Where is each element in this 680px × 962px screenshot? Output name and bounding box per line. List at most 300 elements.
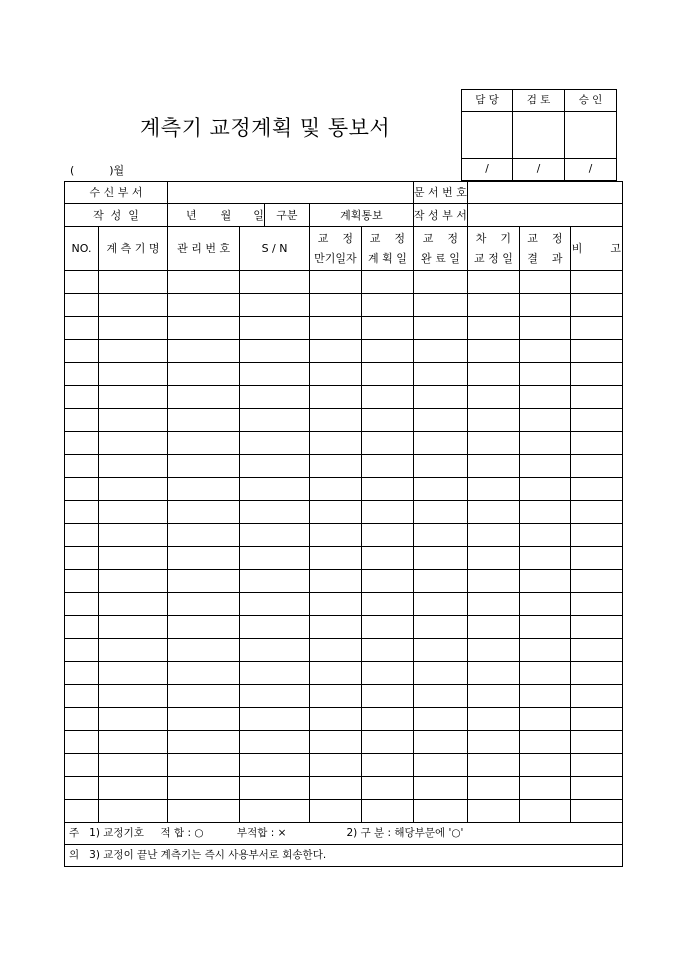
cell-done-date[interactable] xyxy=(413,524,467,547)
cell-result[interactable] xyxy=(519,685,570,708)
cell-done-date[interactable] xyxy=(413,593,467,616)
cell-no[interactable] xyxy=(65,662,99,685)
cell-serial[interactable] xyxy=(240,777,310,800)
cell-due-date[interactable] xyxy=(309,294,361,317)
note-return-instruction: 3) 교정이 끝난 계측기는 즉시 사용부서로 회송한다. xyxy=(89,849,327,862)
cell-due-date[interactable] xyxy=(309,432,361,455)
cell-no[interactable] xyxy=(65,455,99,478)
cell-next-date[interactable] xyxy=(467,501,519,524)
approval-header-approve: 승 인 xyxy=(565,90,617,112)
cell-result[interactable] xyxy=(519,478,570,501)
month-field: ( )월 xyxy=(70,164,125,177)
cell-due-date[interactable] xyxy=(309,340,361,363)
cell-remarks[interactable] xyxy=(570,754,622,777)
cell-serial[interactable] xyxy=(240,800,310,823)
cell-instrument[interactable] xyxy=(99,639,168,662)
table-row xyxy=(65,409,623,432)
cell-result[interactable] xyxy=(519,501,570,524)
col-header-control-no: 관 리 번 호 xyxy=(168,227,240,271)
cell-next-date[interactable] xyxy=(467,409,519,432)
cell-result[interactable] xyxy=(519,593,570,616)
cell-serial[interactable] xyxy=(240,754,310,777)
cell-control-no[interactable] xyxy=(168,616,240,639)
cell-plan-date[interactable] xyxy=(361,271,413,294)
cell-no[interactable] xyxy=(65,800,99,823)
cell-due-date[interactable] xyxy=(309,570,361,593)
write-dept-label: 작 성 부 서 xyxy=(413,204,467,227)
cell-done-date[interactable] xyxy=(413,340,467,363)
calibration-form xyxy=(64,181,623,867)
cell-instrument[interactable] xyxy=(99,800,168,823)
cell-no[interactable] xyxy=(65,294,99,317)
cell-serial[interactable] xyxy=(240,317,310,340)
cell-next-date[interactable] xyxy=(467,432,519,455)
cell-control-no[interactable] xyxy=(168,501,240,524)
table-row xyxy=(65,616,623,639)
cell-result[interactable] xyxy=(519,662,570,685)
cell-plan-date[interactable] xyxy=(361,340,413,363)
cell-serial[interactable] xyxy=(240,593,310,616)
day-label: 일 xyxy=(253,208,264,222)
cell-no[interactable] xyxy=(65,708,99,731)
cell-control-no[interactable] xyxy=(168,639,240,662)
cell-plan-date[interactable] xyxy=(361,524,413,547)
cell-result[interactable] xyxy=(519,340,570,363)
cell-no[interactable] xyxy=(65,386,99,409)
approval-header-review: 검 토 xyxy=(513,90,565,112)
cell-serial[interactable] xyxy=(240,432,310,455)
cell-plan-date[interactable] xyxy=(361,639,413,662)
cell-due-date[interactable] xyxy=(309,386,361,409)
cell-serial[interactable] xyxy=(240,731,310,754)
cell-serial[interactable] xyxy=(240,524,310,547)
cell-result[interactable] xyxy=(519,777,570,800)
cell-next-date[interactable] xyxy=(467,777,519,800)
cell-done-date[interactable] xyxy=(413,432,467,455)
cell-remarks[interactable] xyxy=(570,616,622,639)
cell-done-date[interactable] xyxy=(413,731,467,754)
cell-control-no[interactable] xyxy=(168,386,240,409)
approval-sign-review[interactable] xyxy=(513,112,565,159)
cell-no[interactable] xyxy=(65,478,99,501)
table-row xyxy=(65,524,623,547)
cell-result[interactable] xyxy=(519,294,570,317)
cell-instrument[interactable] xyxy=(99,363,168,386)
cell-serial[interactable] xyxy=(240,294,310,317)
cell-next-date[interactable] xyxy=(467,685,519,708)
cell-control-no[interactable] xyxy=(168,317,240,340)
cell-plan-date[interactable] xyxy=(361,317,413,340)
cell-no[interactable] xyxy=(65,593,99,616)
cell-plan-date[interactable] xyxy=(361,685,413,708)
cell-plan-date[interactable] xyxy=(361,478,413,501)
cell-control-no[interactable] xyxy=(168,409,240,432)
cell-next-date[interactable] xyxy=(467,524,519,547)
cell-control-no[interactable] xyxy=(168,271,240,294)
cell-due-date[interactable] xyxy=(309,593,361,616)
cell-next-date[interactable] xyxy=(467,386,519,409)
cell-done-date[interactable] xyxy=(413,501,467,524)
cell-instrument[interactable] xyxy=(99,731,168,754)
cell-instrument[interactable] xyxy=(99,340,168,363)
cell-due-date[interactable] xyxy=(309,685,361,708)
cell-next-date[interactable] xyxy=(467,754,519,777)
col-header-remarks: 비 고 xyxy=(570,227,622,271)
cell-result[interactable] xyxy=(519,409,570,432)
cell-next-date[interactable] xyxy=(467,317,519,340)
cell-control-no[interactable] xyxy=(168,777,240,800)
table-row xyxy=(65,570,623,593)
approval-sign-staff[interactable] xyxy=(462,112,513,159)
col-header-no: NO. xyxy=(65,227,99,271)
cell-serial[interactable] xyxy=(240,455,310,478)
cell-done-date[interactable] xyxy=(413,317,467,340)
approval-header-staff: 담 당 xyxy=(462,90,513,112)
cell-due-date[interactable] xyxy=(309,777,361,800)
cell-remarks[interactable] xyxy=(570,685,622,708)
note-division-mark: 2) 구 분 : 해당부문에 '○' xyxy=(346,827,464,840)
cell-no[interactable] xyxy=(65,685,99,708)
cell-plan-date[interactable] xyxy=(361,754,413,777)
cell-control-no[interactable] xyxy=(168,294,240,317)
table-row xyxy=(65,777,623,800)
cell-done-date[interactable] xyxy=(413,386,467,409)
cell-result[interactable] xyxy=(519,754,570,777)
table-row xyxy=(65,386,623,409)
cell-no[interactable] xyxy=(65,570,99,593)
cell-plan-date[interactable] xyxy=(361,662,413,685)
cell-done-date[interactable] xyxy=(413,800,467,823)
table-row xyxy=(65,432,623,455)
cell-result[interactable] xyxy=(519,363,570,386)
table-row xyxy=(65,271,623,294)
cell-done-date[interactable] xyxy=(413,708,467,731)
cell-remarks[interactable] xyxy=(570,593,622,616)
table-row xyxy=(65,455,623,478)
cell-remarks[interactable] xyxy=(570,662,622,685)
table-row xyxy=(65,754,623,777)
note-line-1 xyxy=(65,823,623,845)
cell-serial[interactable] xyxy=(240,386,310,409)
cell-done-date[interactable] xyxy=(413,409,467,432)
cell-control-no[interactable] xyxy=(168,455,240,478)
cell-serial[interactable] xyxy=(240,616,310,639)
cell-no[interactable] xyxy=(65,754,99,777)
cell-instrument[interactable] xyxy=(99,432,168,455)
cell-result[interactable] xyxy=(519,524,570,547)
cell-control-no[interactable] xyxy=(168,547,240,570)
cell-remarks[interactable] xyxy=(570,478,622,501)
cell-instrument[interactable] xyxy=(99,777,168,800)
cell-next-date[interactable] xyxy=(467,731,519,754)
table-row xyxy=(65,317,623,340)
cell-plan-date[interactable] xyxy=(361,455,413,478)
cell-instrument[interactable] xyxy=(99,593,168,616)
note-prefix-2: 의 xyxy=(69,849,80,862)
cell-plan-date[interactable] xyxy=(361,386,413,409)
cell-next-date[interactable] xyxy=(467,455,519,478)
approval-sign-approve[interactable] xyxy=(565,112,617,159)
cell-remarks[interactable] xyxy=(570,639,622,662)
cell-control-no[interactable] xyxy=(168,593,240,616)
cell-plan-date[interactable] xyxy=(361,294,413,317)
cell-due-date[interactable] xyxy=(309,547,361,570)
cell-control-no[interactable] xyxy=(168,432,240,455)
table-row xyxy=(65,294,623,317)
div-value: 계획통보 xyxy=(309,204,413,227)
cell-remarks[interactable] xyxy=(570,547,622,570)
cell-remarks[interactable] xyxy=(570,777,622,800)
col-header-next-date: 차 기 교 정 일 xyxy=(467,227,519,271)
cell-control-no[interactable] xyxy=(168,731,240,754)
cell-no[interactable] xyxy=(65,731,99,754)
cell-instrument[interactable] xyxy=(99,547,168,570)
cell-due-date[interactable] xyxy=(309,271,361,294)
cell-remarks[interactable] xyxy=(570,386,622,409)
cell-plan-date[interactable] xyxy=(361,593,413,616)
cell-remarks[interactable] xyxy=(570,731,622,754)
col-header-plan-date: 교 정 계 획 일 xyxy=(361,227,413,271)
recv-dept-field[interactable] xyxy=(168,182,414,204)
cell-plan-date[interactable] xyxy=(361,777,413,800)
note-line-2 xyxy=(65,845,623,867)
cell-next-date[interactable] xyxy=(467,363,519,386)
cell-next-date[interactable] xyxy=(467,478,519,501)
table-row xyxy=(65,639,623,662)
table-row xyxy=(65,685,623,708)
cell-remarks[interactable] xyxy=(570,708,622,731)
cell-done-date[interactable] xyxy=(413,547,467,570)
cell-serial[interactable] xyxy=(240,570,310,593)
cell-next-date[interactable] xyxy=(467,593,519,616)
cell-plan-date[interactable] xyxy=(361,800,413,823)
cell-result[interactable] xyxy=(519,455,570,478)
table-row xyxy=(65,501,623,524)
cell-instrument[interactable] xyxy=(99,662,168,685)
recv-dept-label: 수 신 부 서 xyxy=(65,182,168,204)
cell-control-no[interactable] xyxy=(168,708,240,731)
cell-instrument[interactable] xyxy=(99,754,168,777)
cell-remarks[interactable] xyxy=(570,800,622,823)
cell-no[interactable] xyxy=(65,524,99,547)
cell-serial[interactable] xyxy=(240,501,310,524)
cell-serial[interactable] xyxy=(240,478,310,501)
cell-done-date[interactable] xyxy=(413,570,467,593)
cell-done-date[interactable] xyxy=(413,478,467,501)
table-row xyxy=(65,800,623,823)
cell-next-date[interactable] xyxy=(467,294,519,317)
cell-due-date[interactable] xyxy=(309,662,361,685)
table-row xyxy=(65,478,623,501)
doc-no-field[interactable] xyxy=(467,182,622,204)
cell-remarks[interactable] xyxy=(570,455,622,478)
cell-due-date[interactable] xyxy=(309,708,361,731)
table-row xyxy=(65,731,623,754)
cell-instrument[interactable] xyxy=(99,294,168,317)
col-header-instrument: 계 측 기 명 xyxy=(99,227,168,271)
cell-serial[interactable] xyxy=(240,662,310,685)
cell-next-date[interactable] xyxy=(467,570,519,593)
cell-control-no[interactable] xyxy=(168,800,240,823)
approval-date-approve[interactable]: / xyxy=(565,159,617,181)
table-row xyxy=(65,708,623,731)
cell-plan-date[interactable] xyxy=(361,708,413,731)
cell-control-no[interactable] xyxy=(168,570,240,593)
cell-due-date[interactable] xyxy=(309,455,361,478)
cell-no[interactable] xyxy=(65,409,99,432)
cell-result[interactable] xyxy=(519,800,570,823)
cell-no[interactable] xyxy=(65,501,99,524)
col-header-due-date: 교 정 만기일자 xyxy=(309,227,361,271)
cell-result[interactable] xyxy=(519,432,570,455)
cell-next-date[interactable] xyxy=(467,662,519,685)
cell-remarks[interactable] xyxy=(570,294,622,317)
cell-remarks[interactable] xyxy=(570,432,622,455)
cell-no[interactable] xyxy=(65,432,99,455)
cell-result[interactable] xyxy=(519,317,570,340)
cell-due-date[interactable] xyxy=(309,363,361,386)
cell-done-date[interactable] xyxy=(413,639,467,662)
cell-due-date[interactable] xyxy=(309,524,361,547)
cell-next-date[interactable] xyxy=(467,547,519,570)
cell-done-date[interactable] xyxy=(413,777,467,800)
cell-done-date[interactable] xyxy=(413,616,467,639)
cell-instrument[interactable] xyxy=(99,317,168,340)
cell-due-date[interactable] xyxy=(309,639,361,662)
cell-instrument[interactable] xyxy=(99,616,168,639)
cell-control-no[interactable] xyxy=(168,340,240,363)
cell-plan-date[interactable] xyxy=(361,501,413,524)
cell-next-date[interactable] xyxy=(467,271,519,294)
cell-instrument[interactable] xyxy=(99,478,168,501)
cell-no[interactable] xyxy=(65,616,99,639)
cell-due-date[interactable] xyxy=(309,731,361,754)
cell-next-date[interactable] xyxy=(467,800,519,823)
cell-instrument[interactable] xyxy=(99,708,168,731)
write-date-field[interactable] xyxy=(168,204,265,227)
cell-no[interactable] xyxy=(65,547,99,570)
cell-no[interactable] xyxy=(65,363,99,386)
cell-serial[interactable] xyxy=(240,271,310,294)
cell-instrument[interactable] xyxy=(99,685,168,708)
cell-control-no[interactable] xyxy=(168,662,240,685)
cell-next-date[interactable] xyxy=(467,616,519,639)
write-dept-field[interactable] xyxy=(467,204,622,227)
table-header-row xyxy=(65,227,623,271)
cell-due-date[interactable] xyxy=(309,409,361,432)
table-row xyxy=(65,340,623,363)
cell-instrument[interactable] xyxy=(99,524,168,547)
cell-done-date[interactable] xyxy=(413,754,467,777)
cell-result[interactable] xyxy=(519,386,570,409)
cell-remarks[interactable] xyxy=(570,271,622,294)
cell-serial[interactable] xyxy=(240,547,310,570)
cell-remarks[interactable] xyxy=(570,409,622,432)
cell-control-no[interactable] xyxy=(168,363,240,386)
cell-due-date[interactable] xyxy=(309,478,361,501)
cell-serial[interactable] xyxy=(240,708,310,731)
cell-plan-date[interactable] xyxy=(361,432,413,455)
cell-remarks[interactable] xyxy=(570,317,622,340)
cell-result[interactable] xyxy=(519,616,570,639)
cell-no[interactable] xyxy=(65,340,99,363)
approval-date-staff[interactable]: / xyxy=(462,159,513,181)
cell-done-date[interactable] xyxy=(413,662,467,685)
cell-control-no[interactable] xyxy=(168,524,240,547)
cell-result[interactable] xyxy=(519,731,570,754)
cell-remarks[interactable] xyxy=(570,501,622,524)
cell-due-date[interactable] xyxy=(309,616,361,639)
cell-result[interactable] xyxy=(519,708,570,731)
cell-serial[interactable] xyxy=(240,340,310,363)
cell-remarks[interactable] xyxy=(570,524,622,547)
cell-serial[interactable] xyxy=(240,685,310,708)
cell-control-no[interactable] xyxy=(168,754,240,777)
cell-plan-date[interactable] xyxy=(361,731,413,754)
cell-instrument[interactable] xyxy=(99,570,168,593)
cell-done-date[interactable] xyxy=(413,294,467,317)
cell-plan-date[interactable] xyxy=(361,547,413,570)
cell-plan-date[interactable] xyxy=(361,616,413,639)
cell-due-date[interactable] xyxy=(309,317,361,340)
col-header-done-date: 교 정 완 료 일 xyxy=(413,227,467,271)
cell-no[interactable] xyxy=(65,317,99,340)
cell-serial[interactable] xyxy=(240,409,310,432)
table-row xyxy=(65,363,623,386)
table-row xyxy=(65,593,623,616)
cell-instrument[interactable] xyxy=(99,386,168,409)
cell-next-date[interactable] xyxy=(467,708,519,731)
cell-due-date[interactable] xyxy=(309,800,361,823)
cell-no[interactable] xyxy=(65,777,99,800)
cell-remarks[interactable] xyxy=(570,570,622,593)
cell-done-date[interactable] xyxy=(413,455,467,478)
cell-result[interactable] xyxy=(519,547,570,570)
approval-box xyxy=(461,89,617,181)
cell-control-no[interactable] xyxy=(168,478,240,501)
cell-next-date[interactable] xyxy=(467,639,519,662)
cell-result[interactable] xyxy=(519,271,570,294)
cell-plan-date[interactable] xyxy=(361,570,413,593)
cell-no[interactable] xyxy=(65,639,99,662)
cell-result[interactable] xyxy=(519,570,570,593)
cell-instrument[interactable] xyxy=(99,455,168,478)
cell-no[interactable] xyxy=(65,271,99,294)
cell-control-no[interactable] xyxy=(168,685,240,708)
cell-instrument[interactable] xyxy=(99,271,168,294)
cell-due-date[interactable] xyxy=(309,754,361,777)
cell-done-date[interactable] xyxy=(413,271,467,294)
note-calibration-symbols: 1) 교정기호 적 합 : ○ 부적합 : × xyxy=(89,827,287,840)
cell-next-date[interactable] xyxy=(467,340,519,363)
cell-result[interactable] xyxy=(519,639,570,662)
col-header-result: 교 정 결 과 xyxy=(519,227,570,271)
cell-plan-date[interactable] xyxy=(361,409,413,432)
cell-remarks[interactable] xyxy=(570,340,622,363)
cell-done-date[interactable] xyxy=(413,363,467,386)
cell-done-date[interactable] xyxy=(413,685,467,708)
approval-date-review[interactable]: / xyxy=(513,159,565,181)
cell-instrument[interactable] xyxy=(99,409,168,432)
cell-serial[interactable] xyxy=(240,363,310,386)
div-label: 구분 xyxy=(264,204,309,227)
cell-serial[interactable] xyxy=(240,639,310,662)
cell-remarks[interactable] xyxy=(570,363,622,386)
cell-instrument[interactable] xyxy=(99,501,168,524)
write-date-label: 작 성 일 xyxy=(65,204,168,227)
cell-due-date[interactable] xyxy=(309,501,361,524)
cell-plan-date[interactable] xyxy=(361,363,413,386)
